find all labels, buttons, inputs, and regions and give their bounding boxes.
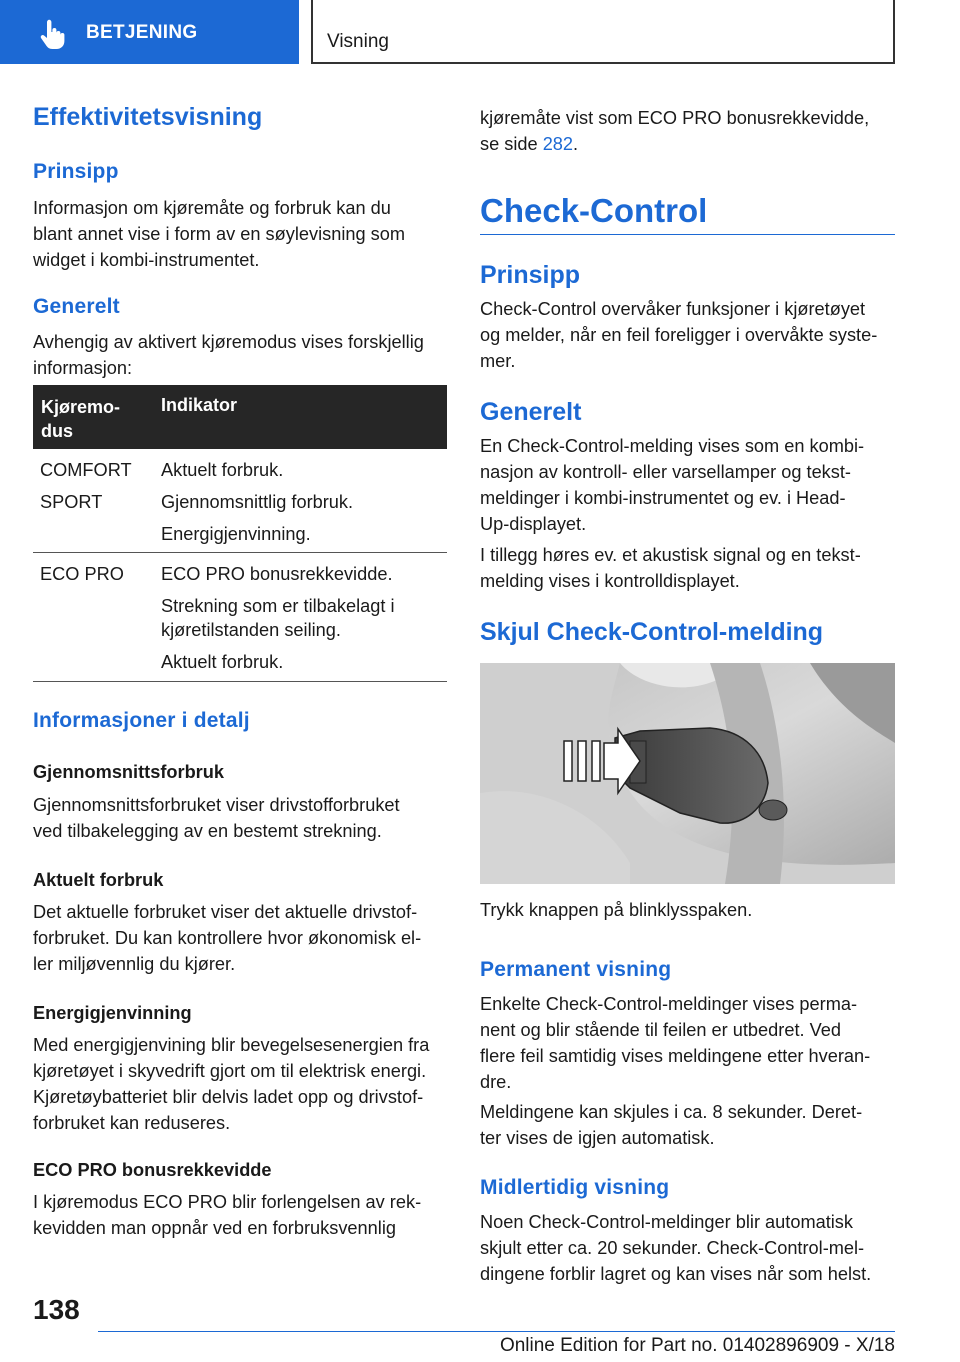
text-line: Noen Check-Control-meldinger blir automatisk [480, 1212, 853, 1232]
table-cell-indicator: Aktuelt forbruk. [161, 652, 284, 672]
text-line: og melder, når en feil foreligger i overvåkte syste- [480, 325, 878, 345]
general-paragraph-2 [480, 542, 895, 594]
text-line: nent og blir stående til feilen er utbedret. Ved [480, 1020, 841, 1040]
heading-principle: Prinsipp [33, 160, 119, 183]
heading-general: Generelt [33, 295, 120, 318]
text-line: ter vises de igjen automatisk. [480, 1128, 715, 1148]
temporary-paragraph [480, 1209, 895, 1287]
heading-temporary-display: Midlertidig visning [480, 1176, 670, 1199]
text-line: I kjøremodus ECO PRO blir forlengelsen av rek- [33, 1192, 422, 1212]
section-tab-betjening[interactable] [0, 0, 299, 64]
text-line: Avhengig av aktivert kjøremodus vises forskjellig [33, 332, 424, 352]
pointing-hand-icon [36, 19, 68, 51]
text-line: Up-displayet. [480, 514, 587, 534]
heading-permanent-display: Permanent visning [480, 958, 672, 981]
section-title-effektivitetsvisning: Effektivitetsvisning [33, 103, 263, 131]
text-line: kevidden man oppnår ved en forbruksvennlig [33, 1218, 396, 1238]
text-line: mer. [480, 351, 516, 371]
page-header [0, 0, 960, 66]
principle-paragraph [33, 195, 447, 273]
table-cell-mode: COMFORT [40, 460, 132, 480]
table-cell-indicator: Strekning som er tilbakelagt i [161, 596, 395, 616]
table-header-indicator: Indikator [161, 395, 238, 415]
continued-paragraph [480, 105, 895, 157]
text-line: Informasjon om kjøremåte og forbruk kan du [33, 198, 391, 218]
permanent-paragraph-2 [480, 1099, 895, 1151]
text-line: meldinger i kombi-instrumentet og ev. i Head- [480, 488, 846, 508]
text-line: ler miljøvennlig du kjører. [33, 954, 236, 974]
text-line: informasjon: [33, 358, 133, 378]
subheading-eco-pro-bonus: ECO PRO bonusrekkevidde [33, 1160, 272, 1180]
table-cell-mode: SPORT [40, 492, 103, 512]
text-line: Gjennomsnittsforbruket viser drivstofforbruket [33, 795, 400, 815]
energy-recovery-paragraph [33, 1032, 447, 1136]
heading-general: Generelt [480, 398, 582, 426]
text-line: dre. [480, 1072, 512, 1092]
text-fragment: . [573, 134, 579, 154]
average-consumption-paragraph [33, 792, 447, 844]
subheading-energy-recovery: Energigjenvinning [33, 1003, 192, 1023]
text-line: ved tilbakelegging av en bestemt strekning. [33, 821, 382, 841]
eco-pro-bonus-paragraph [33, 1189, 447, 1241]
text-line: kjøretøyet i skyvedrift gjort om til elektrisk energi. [33, 1061, 427, 1081]
lever-drawing [480, 663, 895, 884]
table-cell-indicator: Aktuelt forbruk. [161, 460, 284, 480]
table-cell-mode: ECO PRO [40, 564, 124, 584]
subheading-current-consumption: Aktuelt forbruk [33, 870, 164, 890]
text-fragment: se side [480, 134, 543, 154]
text-line: forbruket. Du kan kontrollere hvor økonomisk el- [33, 928, 422, 948]
subsection-tab-visning[interactable] [311, 0, 895, 64]
turn-signal-lever-illustration [480, 663, 895, 884]
text-line: blant annet vise i form av en søylevisning som [33, 224, 406, 244]
text-line: skjult etter ca. 20 sekunder. Check-Control-mel- [480, 1238, 865, 1258]
general-paragraph [33, 329, 447, 381]
header-line: dus [41, 421, 74, 441]
table-header [33, 385, 447, 449]
section-title-check-control: Check-Control [480, 192, 708, 229]
header-line: Kjøremo- [41, 397, 121, 417]
heading-hide-check-control: Skjul Check-Control-melding [480, 618, 824, 646]
current-consumption-paragraph [33, 899, 447, 977]
figure-caption: Trykk knappen på blinklysspaken. [480, 900, 753, 920]
text-line: I tillegg høres ev. et akustisk signal og en tekst- [480, 545, 861, 565]
subheading-average-consumption: Gjennomsnittsforbruk [33, 762, 224, 782]
text-line: En Check-Control-melding vises som en kombi- [480, 436, 865, 456]
page-number: 138 [33, 1294, 80, 1325]
table-cell-indicator: Gjennomsnittlig forbruk. [161, 492, 354, 512]
text-line: kjøremåte vist som ECO PRO bonusrekkevidde, [480, 108, 870, 128]
text-line: Det aktuelle forbruket viser det aktuelle drivstof- [33, 902, 418, 922]
table-bottom-rule [33, 681, 447, 682]
text-line: dingene forblir lagret og kan vises når som helst. [480, 1264, 872, 1284]
section-tab-label: BETJENING [86, 22, 198, 43]
general-paragraph-1 [480, 433, 895, 537]
text-line: Check-Control overvåker funksjoner i kjøretøyet [480, 299, 866, 319]
text-line: widget i kombi-instrumentet. [33, 250, 260, 270]
title-underline [480, 234, 895, 235]
text-line: melding vises i kontrolldisplayet. [480, 571, 740, 591]
page-reference-link[interactable]: 282 [542, 134, 574, 154]
text-line: Kjøretøybatteriet blir delvis ladet opp og drivstof- [33, 1087, 424, 1107]
table-cell-indicator: ECO PRO bonusrekkevidde. [161, 564, 393, 584]
permanent-paragraph-1 [480, 991, 895, 1095]
text-line: Med energigjenvining blir bevegelsesenergien fra [33, 1035, 430, 1055]
edition-footer: Online Edition for Part no. 01402896909 - X/18 [499, 1335, 895, 1356]
heading-details: Informasjoner i detalj [33, 709, 250, 732]
text-line: flere feil samtidig vises meldingene etter hveran- [480, 1046, 871, 1066]
text-line-with-link [480, 131, 895, 157]
subsection-tab-label: Visning [327, 31, 389, 52]
table-row-divider [33, 552, 447, 553]
principle-paragraph [480, 296, 895, 374]
text-line: forbruket kan reduseres. [33, 1113, 231, 1133]
table-header-mode [41, 395, 151, 443]
footer-rule [98, 1331, 895, 1332]
text-line: Meldingene kan skjules i ca. 8 sekunder. Deret- [480, 1102, 863, 1122]
heading-principle: Prinsipp [480, 261, 581, 289]
text-line: Enkelte Check-Control-meldinger vises perma- [480, 994, 858, 1014]
text-line: nasjon av kontroll- eller varsellamper og tekst- [480, 462, 851, 482]
table-cell-indicator: Energigjenvinning. [161, 524, 311, 544]
table-cell-indicator: kjøretilstanden seiling. [161, 620, 341, 640]
